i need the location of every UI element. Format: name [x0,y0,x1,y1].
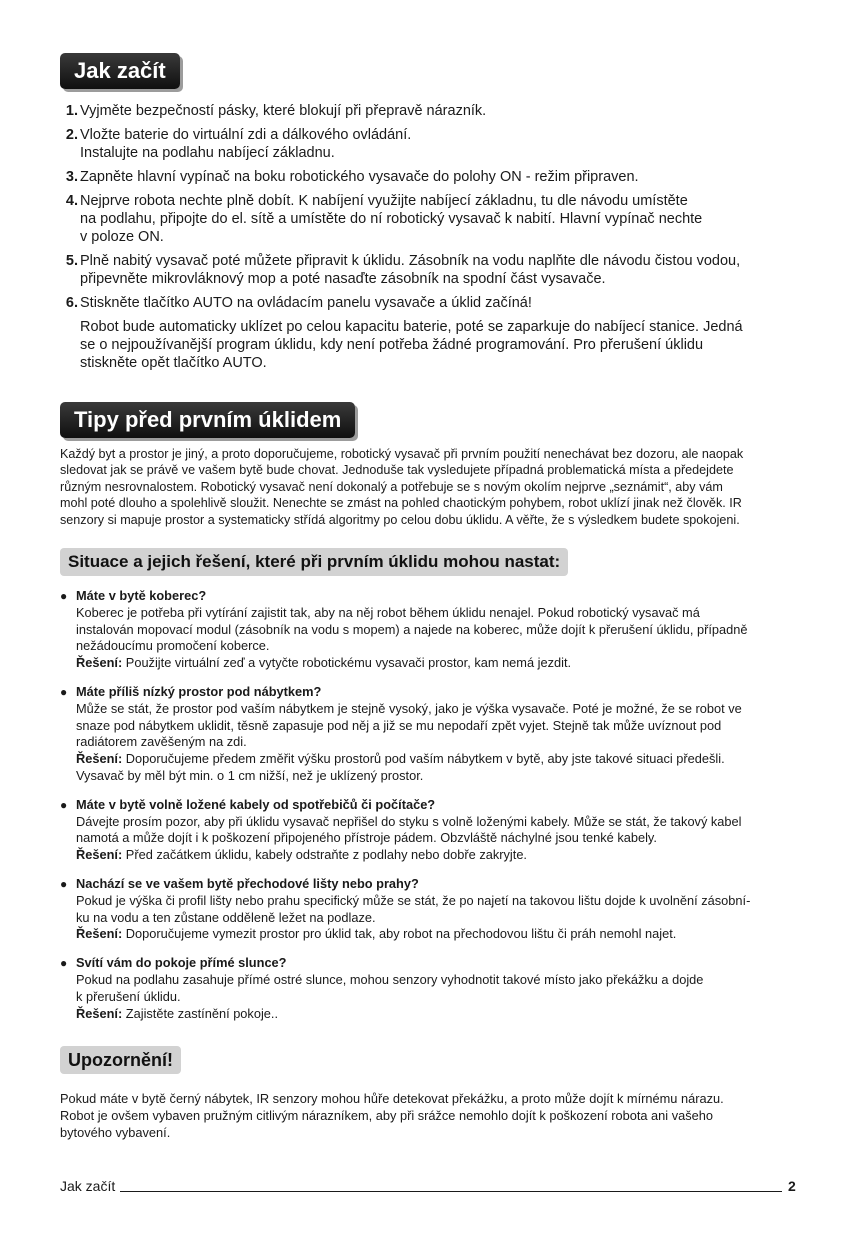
situation-item [60,797,800,864]
solution-label: Řešení: [76,1005,123,1021]
situation-solution [76,847,800,864]
step-text [80,294,780,312]
bullet-icon: ● [60,956,68,971]
solution-label: Řešení: [76,655,123,671]
step-text [80,168,780,186]
section-heading-warning: Upozornění! [60,1046,181,1074]
step-line: Instalujte na podlahu nabíjecí základnu. [80,145,335,161]
warning-line: Robot je ovšem vybaven pružným citlivým nárazníkem, aby při srážce nemohlo dojít k poškození robota ani vašeho [60,1108,713,1123]
step-text [80,102,780,120]
solution-text: Použijte virtuální zeď a vytyčte robotickému vysavači prostor, kam nemá jezdit. [122,655,572,671]
solution-text: Vysavač by měl být min. o 1 cm nižší, než je uklízený prostor. [76,767,424,783]
situation-body [76,955,800,1022]
step-text [80,126,780,162]
solution-text: Zajistěte zastínění pokoje.. [122,1005,279,1021]
situation-body [76,684,800,785]
situation-line: Koberec je potřeba při vytírání zajistit tak, aby na něj robot během úklidu nenajel. Pokud robotický vysavač má [76,604,700,620]
situation-solution [76,751,800,768]
step-number: 3. [65,169,78,185]
tips-line: senzory si mapuje prostor a systematicky střídá algoritmy po celou dobu úklidu. A věřte, že s výsledkem budete spokojeni. [60,512,740,527]
situation-item [60,684,800,785]
situation-question: Nachází se ve vašem bytě přechodové lišty nebo prahy? [76,875,419,891]
situation-line: radiátorem zavěšeným na zdi. [76,734,247,750]
page-number: 2 [788,1178,796,1194]
tips-line: různým nesrovnalostem. Robotický vysavač není dokonalý a potřebuje se s novým okolím nejprve „seznámit“, aby vám [60,479,723,494]
solution-text: Doporučujeme vymezit prostor pro úklid tak, aby robot na přechodovou lištu či práh nemohl najet. [122,926,677,942]
situation-item [60,588,800,672]
situation-item [60,876,800,943]
step-item [60,294,780,312]
step-line: Zapněte hlavní vypínač na boku robotického vysavače do polohy ON - režim připraven. [80,169,639,185]
step-number: 2. [65,127,78,143]
situation-solution [76,655,800,672]
step-number: 4. [65,193,78,209]
auto-program-note [80,318,780,372]
bullet-icon: ● [60,876,68,891]
situation-item [60,955,800,1022]
solution-label: Řešení: [76,926,123,942]
situation-line: ku na vodu a ten zůstane odděleně ležet na podlaze. [76,909,376,925]
note-line: Robot bude automaticky uklízet po celou kapacitu baterie, poté se zaparkuje do nabíjecí stanice. Jedná [80,319,743,335]
footer-section-label: Jak začít [60,1178,116,1194]
tips-paragraph [60,446,798,528]
warning-paragraph [60,1090,800,1141]
bullet-icon: ● [60,797,68,812]
solution-label: Řešení: [76,751,123,767]
situation-line: Dávejte prosím pozor, aby při úklidu vysavač nepřišel do styku s volně loženými kabely. Může se stát, že takový kabel [76,813,742,829]
situation-solution [76,1006,800,1023]
situation-line: k přerušení úklidu. [76,988,181,1004]
step-line: v poloze ON. [80,229,164,245]
situation-body [76,797,800,864]
start-steps-list [60,102,780,372]
situation-line: Může se stát, že prostor pod vaším nábytkem je stejně vysoký, jako je výška vysavače. Poté je možné, že se robot ve [76,700,742,716]
situation-line: nežádoucímu promočení koberce. [76,638,270,654]
step-line: Stiskněte tlačítko AUTO na ovládacím panelu vysavače a úklid začíná! [80,295,532,311]
step-number: 6. [65,295,78,311]
step-item [60,192,780,246]
step-number: 5. [65,253,78,269]
situation-body [76,876,800,943]
situation-question: Máte příliš nízký prostor pod nábytkem? [76,683,322,699]
step-line: Plně nabitý vysavač poté můžete připravit k úklidu. Zásobník na vodu naplňte dle návodu čistou vodou, [80,253,741,269]
tips-line: sledovat jak se právě ve vašem bytě bude chovat. Jednoduše tak vysledujete případná problematická místa a předejdete [60,463,734,478]
solution-text: Doporučujeme předem změřit výšku prostorů pod vaším nábytkem v bytě, aby jste takové situaci předešli. [122,751,725,767]
step-item [60,102,780,120]
step-text [80,252,780,288]
step-number: 1. [65,103,78,119]
situation-line: snaze pod nábytkem uklidit, těsně zapasuje pod něj a již se mu nepodaří zpět vyjet. Stejně tak může uvíznout pod [76,717,722,733]
situation-line: instalován mopovací modul (zásobník na vodu s mopem) a najede na koberec, může dojít k přerušení úklidu, případně [76,621,748,637]
step-item [60,168,780,186]
solution-label: Řešení: [76,847,123,863]
tips-line: mohl poté dlouho a spolehlivě sloužit. Nenechte se zmást na pohled chaotickým pohybem, robot uklízí jinak než člověk. IR [60,496,742,511]
step-text [80,192,780,246]
warning-line: Pokud máte v bytě černý nábytek, IR senzory mohou hůře detekovat překážku, a proto může dojít k mírnému nárazu. [60,1091,724,1106]
situation-question: Máte v bytě volně ložené kabely od spotřebičů či počítače? [76,796,436,812]
bullet-icon: ● [60,684,68,699]
solution-text: Před začátkem úklidu, kabely odstraňte z podlahy nebo dobře zakryjte. [122,847,527,863]
step-line: na podlahu, připojte do el. sítě a umístěte do ní robotický vysavač k nabití. Hlavní vypínač nechte [80,211,703,227]
situations-list [60,588,800,1034]
step-item [60,252,780,288]
situation-line: Pokud na podlahu zasahuje přímé ostré slunce, mohou senzory vyhodnotit takové místo jako překážku a dojde [76,971,704,987]
note-line: se o nejpoužívanější program úklidu, kdy není potřeba žádné programování. Pro přerušení úklidu [80,337,704,353]
step-line: Vyjměte bezpečností pásky, které blokují při přepravě nárazník. [80,103,487,119]
situation-body [76,588,800,672]
warning-line: bytového vybavení. [60,1125,171,1140]
section-heading-start: Jak začít [60,53,180,89]
situation-solution [76,926,800,943]
step-line: Nejprve robota nechte plně dobít. K nabíjení využijte nabíjecí základnu, tu dle návodu umístěte [80,193,688,209]
situation-line: namotá a může dojít i k poškození připojeného přístroje pádem. Obzvláště náchylné jsou tenké kabely. [76,830,657,846]
situation-line: Pokud je výška či profil lišty nebo prahu specifický může se stát, že po najetí na takovou lištu dojde k uvolnění zásobní- [76,892,751,908]
tips-line: Každý byt a prostor je jiný, a proto doporučujeme, robotický vysavač při prvním použití nenechávat bez dozoru, ale naopak [60,447,744,461]
step-line: Vložte baterie do virtuální zdi a dálkového ovládání. [80,127,412,143]
section-heading-tips: Tipy před prvním úklidem [60,402,355,438]
bullet-icon: ● [60,589,68,603]
section-heading-situations: Situace a jejich řešení, které při prvním úklidu mohou nastat: [60,548,568,576]
situation-question: Máte v bytě koberec? [76,588,207,603]
situation-question: Svítí vám do pokoje přímé slunce? [76,955,287,971]
note-line: stiskněte opět tlačítko AUTO. [80,355,267,371]
step-line: připevněte mikrovláknový mop a poté nasaďte zásobník na spodní část vysavače. [80,271,606,287]
footer-divider [120,1191,782,1192]
step-item [60,126,780,162]
